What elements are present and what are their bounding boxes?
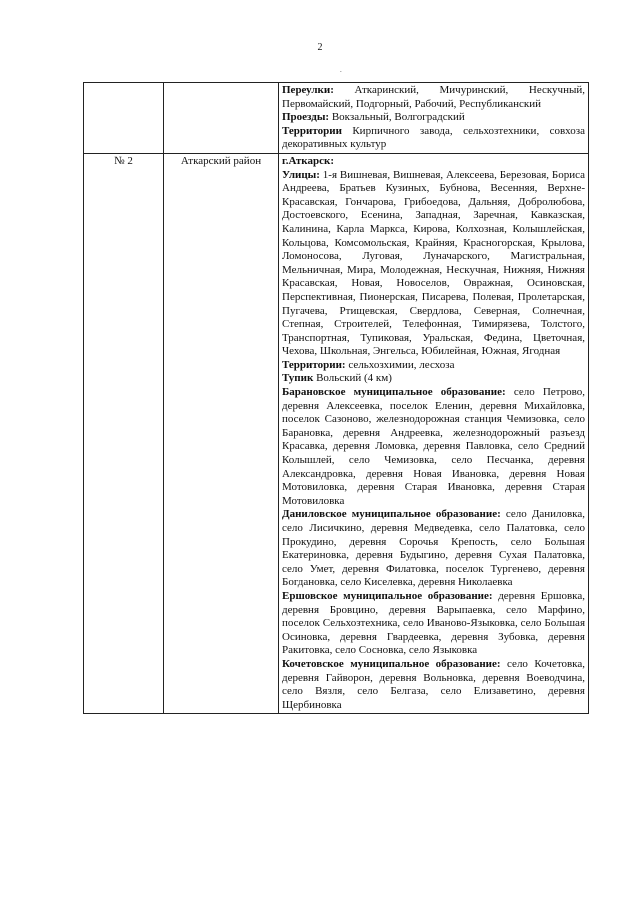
district-cell <box>164 83 279 154</box>
paragraph-label: Проезды: <box>282 111 330 124</box>
stray-mark: . <box>340 66 342 74</box>
territories-paragraph <box>282 125 585 152</box>
paragraph-label: Территории: <box>282 358 346 371</box>
paragraph-text: село Кочетовка, деревня Гайворон, деревня Вольновка, деревня Воеводчина, село Вязля, село Белгаза, село Елизаветино, деревня Щербиновка <box>282 657 585 711</box>
paragraph-text: Кирпичного завода, сельхозтехники, совхоза декоративных культур <box>282 124 585 151</box>
paragraph-text: сельхозхимии, лесхоза <box>345 358 455 371</box>
paragraph-label: Территории <box>282 124 342 137</box>
settlements-cell <box>279 153 589 713</box>
paragraph-text: село Петрово, деревня Алексеевка, поселок Еленин, деревня Михайловка, поселок Сазоново, железнодорожная станция Чемизовка, село Барановка, деревня Андреевка, железнодорожный разъезд Красавка, деревня Ломовка, деревня Павловка, село Средний Колышлей, село Чемизовка, село Песчанка, деревня Александровка, деревня Новая Ивановка, деревня Новая Мотовиловка, деревня Старая Ивановка, деревня Старая Мотовиловка <box>282 386 585 507</box>
paragraph-text: Вокзальный, Волгоградский <box>329 111 465 124</box>
paragraph-text: Вольский (4 км) <box>313 372 392 385</box>
municipality-paragraph <box>282 658 585 712</box>
row-number-cell: № 2 <box>84 153 164 713</box>
municipality-paragraph <box>282 386 585 508</box>
municipality-paragraph <box>282 590 585 658</box>
table-row <box>84 153 589 713</box>
paragraph-text: Аткаринский, Мичуринский, Нескучный, Первомайский, Подгорный, Рабочий, Республиканский <box>282 84 585 110</box>
paragraph-text: деревня Ершовка, деревня Бровцино, деревня Варыпаевка, село Марфино, поселок Сельхозтехника, село Ивановo-Языковка, село Большая Осиновка, деревня Гвардеевка, деревня Зубовка, деревня Ракитовка, село Сосновка, село Языковка <box>282 589 585 657</box>
paragraph-label: Ершовское муниципальное образование: <box>282 589 493 602</box>
page-number: 2 <box>317 42 323 53</box>
lanes-paragraph <box>282 84 585 111</box>
dead-end-paragraph <box>282 372 585 386</box>
territories-paragraph <box>282 359 585 373</box>
settlements-cell <box>279 83 589 154</box>
paragraph-label: Переулки: <box>282 84 334 96</box>
district-cell: Аткарский район <box>164 153 279 713</box>
municipality-paragraph <box>282 508 585 590</box>
paragraph-label: Даниловское муниципальное образование: <box>282 508 501 521</box>
city-heading <box>282 155 585 169</box>
paragraph-label: Кочетовское муниципальное образование: <box>282 657 501 670</box>
paragraph-label: г.Аткарск: <box>282 154 334 167</box>
district-table <box>83 82 589 714</box>
paragraph-label: Улицы: <box>282 168 320 181</box>
table-row <box>84 83 589 154</box>
paragraph-text: 1-я Вишневая, Вишневая, Алексеева, Березовая, Бориса Андреева, Братьев Кузиных, Бубнова, Весенняя, Верхне-Красавская, Гончарова, Грибоедова, Дальняя, Добролюбова, Достоевского, Есенина, Западная, Заречная, Кавказская, Калинина, Карла Маркса, Кирова, Колхозная, Колышлейская, Кольцова, Комсомольская, Крайняя, Красногорская, Крылова, Ломоносова, Луговая, Луначарского, Магистральная, Мельничная, Мира, Молодежная, Нескучная, Нижняя, Нижняя Красавская, Новая, Новоселов, Овражная, Осиновская, Перспективная, Пионерская, Писарева, Полевая, Пролетарская, Пугачева, Ртищевская, Свердлова, Северная, Солнечная, Степная, Строителей, Телефонная, Тимирязева, Толстого, Транспортная, Тупиковая, Уральская, Федина, Цветочная, Чехова, Школьная, Энгельса, Юбилейная, Южная, Ягодная <box>282 168 585 358</box>
paragraph-label: Тупик <box>282 372 314 385</box>
paragraph-text: село Даниловка, село Лисичкино, деревня Медведевка, село Палатовка, село Прокудино, деревня Сорочья Крепость, село Большая Екатериновка, деревня Будыгино, деревня Сухая Палатовка, село Умет, деревня Филатовка, поселок Тургенево, деревня Богдановка, село Киселевка, деревня Николаевка <box>282 508 585 589</box>
paragraph-label: Барановское муниципальное образование: <box>282 386 506 399</box>
streets-paragraph <box>282 169 585 359</box>
passages-paragraph <box>282 111 585 125</box>
row-number-cell <box>84 83 164 154</box>
